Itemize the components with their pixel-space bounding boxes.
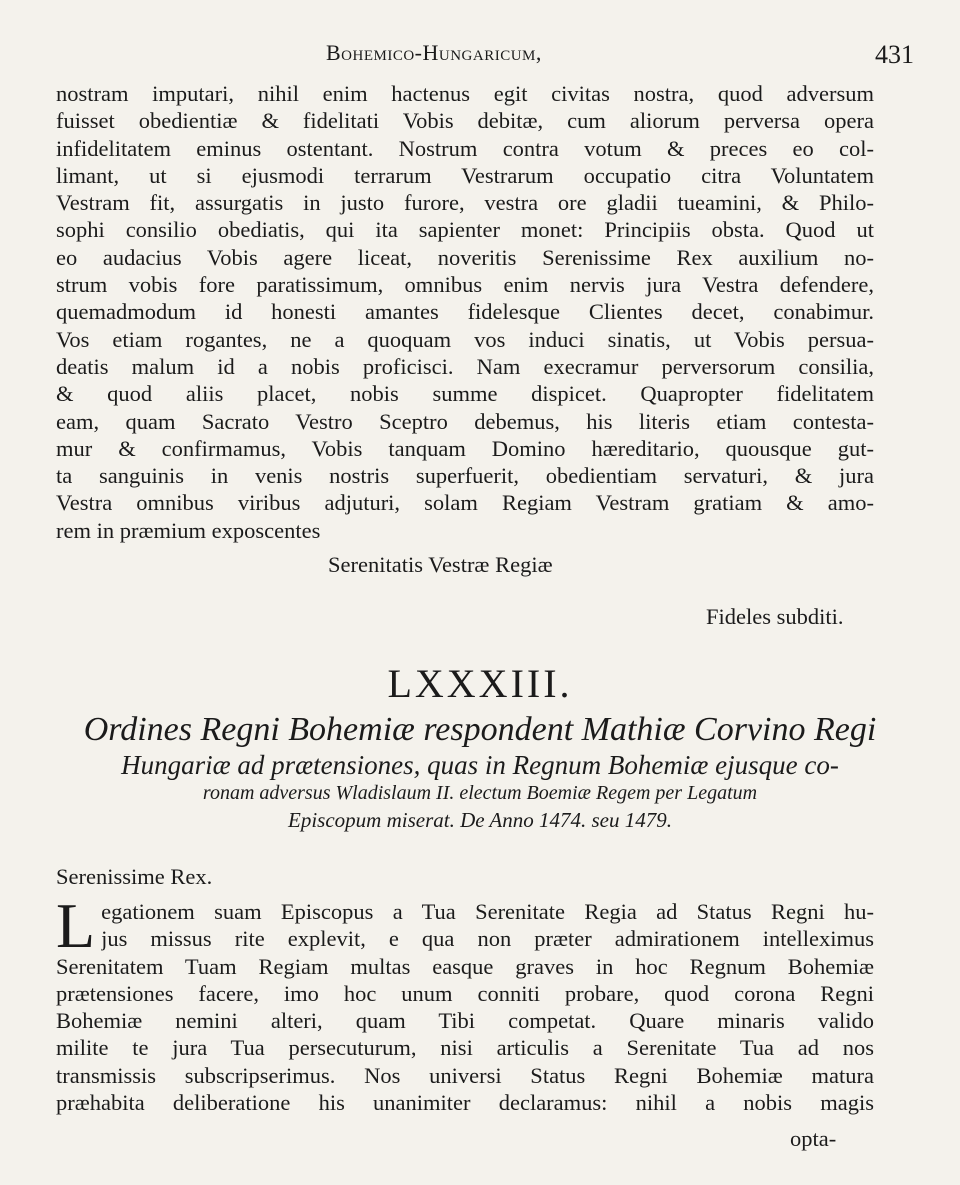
text-line: Bohemiæ nemini alteri, quam Tibi competat. Quare minaris valido bbox=[56, 1008, 874, 1034]
text-line: rem in præmium exposcentes bbox=[56, 517, 321, 543]
text-line: quemadmodum id honesti amantes fidelesque Clientes decet, conabimur. bbox=[56, 299, 874, 325]
text-line: Vos etiam rogantes, ne a quoquam vos induci sinatis, ut Vobis persua- bbox=[56, 326, 874, 352]
signature: Fideles subditi. bbox=[706, 604, 844, 629]
address-salutation: Serenissime Rex. bbox=[56, 864, 213, 889]
text-line: mur & confirmamus, Vobis tanquam Domino hæreditario, quousque gut- bbox=[56, 435, 874, 461]
letter-body bbox=[56, 890, 874, 1116]
text-line: ta sanguinis in venis nostris superfuerit, obedientiam servaturi, & jura bbox=[56, 463, 874, 489]
page-number: 431 bbox=[875, 40, 914, 69]
text-line: Serenitatem Tuam Regiam multas easque graves in hoc Regnum Bohemiæ bbox=[56, 953, 874, 979]
title-line: Episcopum miserat. De Anno 1474. seu 1479. bbox=[288, 808, 672, 832]
text-line: prætensiones facere, imo hoc unum conniti probare, quod corona Regni bbox=[56, 980, 874, 1006]
running-head: Bohemico-Hungaricum, bbox=[326, 40, 542, 65]
text-line: sophi consilio obediatis, qui ita sapienter monet: Principiis obsta. Quod ut bbox=[56, 217, 874, 243]
letter-continuation bbox=[56, 80, 874, 544]
text-line: eam, quam Sacrato Vestro Sceptro debemus, his literis etiam contesta- bbox=[56, 408, 874, 434]
text-line: fuisset obedientiæ & fidelitati Vobis debitæ, cum aliorum perversa opera bbox=[56, 108, 874, 134]
title-line: ronam adversus Wladislaum II. electum Boemiæ Regem per Legatum bbox=[202, 782, 758, 804]
text-line: egationem suam Episcopus a Tua Serenitate Regia ad Status Regni hu- bbox=[101, 899, 874, 924]
text-line: strum vobis fore paratissimum, omnibus enim nervis jura Vestra defendere, bbox=[56, 272, 874, 298]
title-line: Hungariæ ad prætensiones, quas in Regnum Bohemiæ ejusque co- bbox=[121, 750, 839, 780]
text-line: limant, ut si ejusmodi terrarum Vestrarum occupatio citra Voluntatem bbox=[56, 162, 874, 188]
title-line: Ordines Regni Bohemiæ respondent Mathiæ Corvino Regi bbox=[83, 711, 877, 748]
text-line: jus missus rite explevit, e qua non præter admirationem intelleximus bbox=[101, 926, 874, 952]
document-number: LXXXIII. bbox=[387, 661, 573, 706]
drop-cap: L bbox=[56, 890, 96, 961]
text-line: nostram imputari, nihil enim hactenus egit civitas nostra, quod adversum bbox=[56, 81, 874, 106]
text-line: Vestra omnibus viribus adjuturi, solam Regiam Vestram gratiam & amo- bbox=[56, 490, 874, 516]
text-line: præhabita deliberatione his unanimiter declaramus: nihil a nobis magis bbox=[56, 1090, 874, 1116]
catchword: opta- bbox=[790, 1126, 837, 1151]
text-line: deatis malum id a nobis proficisci. Nam execramur perversorum consilia, bbox=[56, 353, 874, 379]
page-header bbox=[0, 40, 960, 74]
text-line: milite te jura Tua persecuturum, nisi articulis a Serenitate Tua ad nos bbox=[56, 1035, 874, 1061]
text-line: Vestram fit, assurgatis in justo furore, vestra ore gladii tueamini, & Philo- bbox=[56, 190, 874, 216]
text-line: eo audacius Vobis agere liceat, noveritis Serenissime Rex auxilium no- bbox=[56, 244, 874, 270]
document-title bbox=[40, 710, 920, 834]
closing-salutation: Serenitatis Vestræ Regiæ bbox=[328, 552, 553, 577]
text-line: infidelitatem eminus ostentant. Nostrum contra votum & preces eo col- bbox=[56, 135, 874, 161]
text-line: & quod aliis placet, nobis summe dispicet. Quapropter fidelitatem bbox=[56, 381, 874, 407]
text-line: transmissis subscripserimus. Nos universi Status Regni Bohemiæ matura bbox=[56, 1062, 874, 1088]
